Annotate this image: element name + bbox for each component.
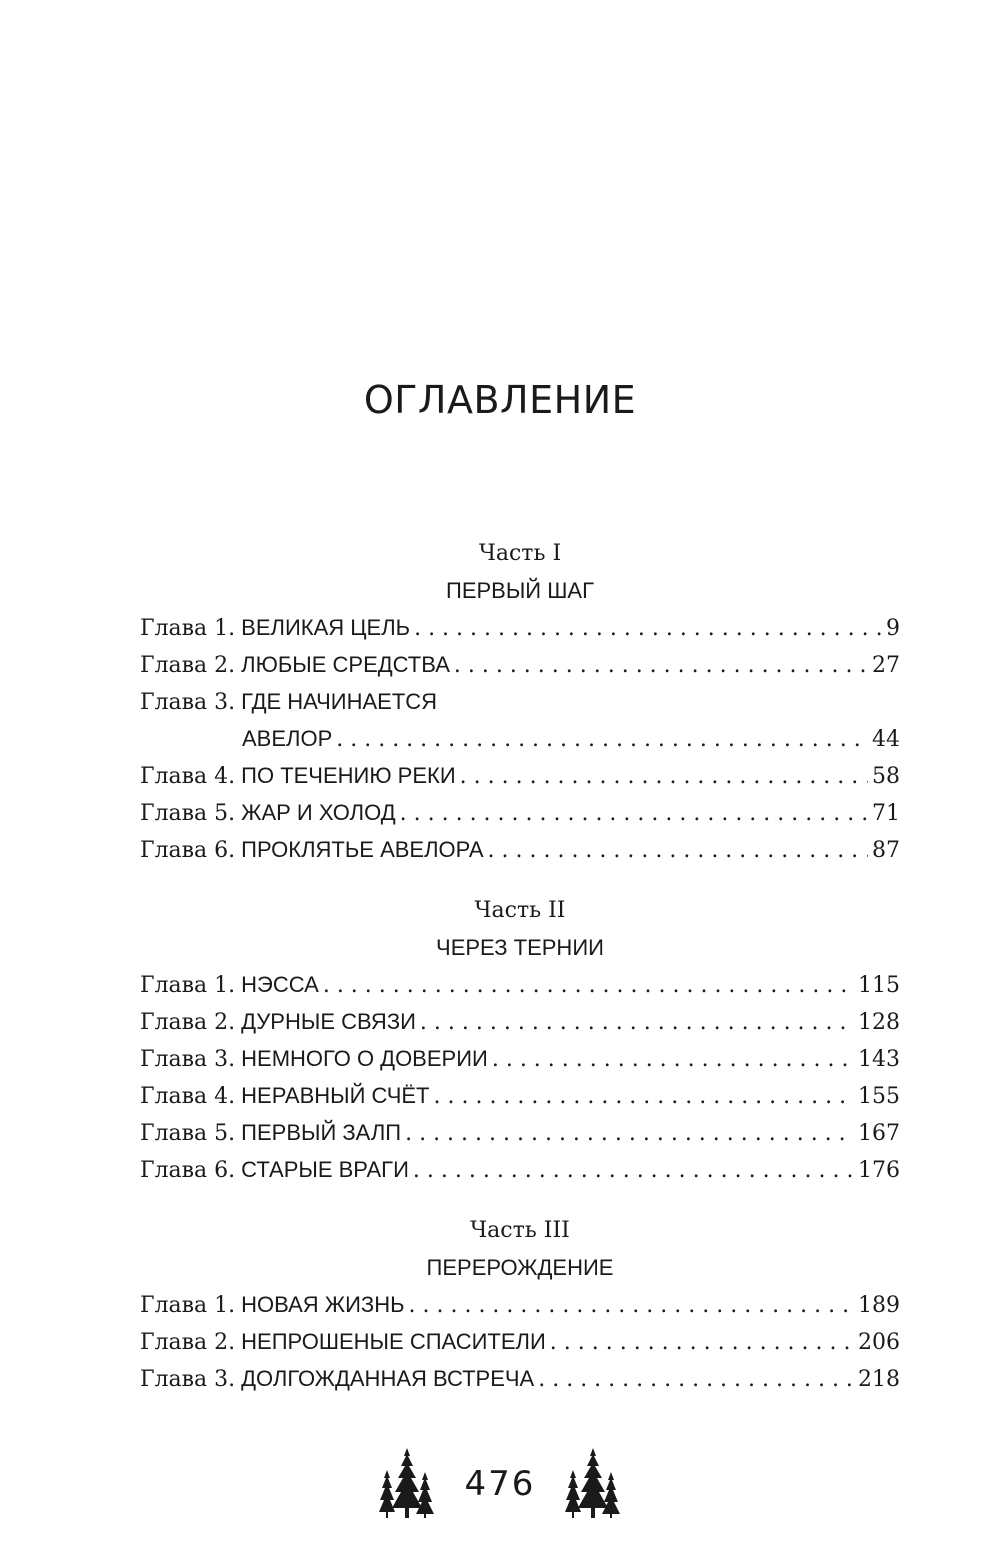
chapter-title: ПЕРВЫЙ ЗАЛП [241, 1120, 402, 1145]
fir-trees-icon [565, 1448, 621, 1520]
chapter-title: ЖАР И ХОЛОД [241, 800, 396, 825]
dot-leader [400, 795, 868, 832]
chapter-title: ПО ТЕЧЕНИЮ РЕКИ [241, 763, 456, 788]
chapter-page: 189 [858, 1293, 900, 1318]
chapter-page: 44 [872, 727, 900, 752]
part-label: Часть III [470, 1218, 570, 1243]
dot-leader [492, 1041, 854, 1078]
chapter-title: ДУРНЫЕ СВЯЗИ [241, 1009, 416, 1034]
fir-trees-icon [379, 1448, 435, 1520]
chapter-label: Глава 5. [140, 801, 236, 826]
dot-leader [336, 721, 868, 758]
chapter-title: НЕРАВНЫЙ СЧЁТ [241, 1083, 430, 1108]
toc-entry[interactable] [140, 609, 900, 646]
dot-leader [538, 1361, 854, 1398]
chapter-page: 71 [872, 801, 900, 826]
toc-entry[interactable] [140, 1323, 900, 1360]
toc-entry[interactable] [140, 646, 900, 683]
chapter-title: ГДЕ НАЧИНАЕТСЯ [241, 689, 438, 714]
chapter-page: 218 [858, 1367, 900, 1392]
chapter-page: 87 [872, 838, 900, 863]
page-footer [0, 1448, 1000, 1520]
chapter-title: ПРОКЛЯТЬЕ АВЕЛОРА [241, 837, 484, 862]
chapter-title: НЕПРОШЕНЫЕ СПАСИТЕЛИ [241, 1329, 546, 1354]
toc-entry[interactable] [140, 757, 900, 794]
table-of-contents [140, 535, 900, 1421]
part-title: ПЕРВЫЙ ШАГ [446, 578, 594, 603]
chapter-title: НЕМНОГО О ДОВЕРИИ [241, 1046, 488, 1071]
dot-leader [405, 1115, 854, 1152]
dot-leader [414, 610, 882, 647]
chapter-title: СТАРЫЕ ВРАГИ [241, 1157, 409, 1182]
chapter-label: Глава 2. [140, 1010, 236, 1035]
dot-leader [550, 1324, 854, 1361]
chapter-title: НЭССА [241, 972, 319, 997]
toc-entry[interactable] [140, 1003, 900, 1040]
part-3 [140, 1212, 900, 1397]
chapter-label: Глава 1. [140, 1293, 236, 1318]
part-label: Часть II [474, 898, 566, 923]
chapter-title-continuation: АВЕЛОР [242, 726, 333, 751]
dot-leader [454, 647, 868, 684]
chapter-page: 115 [858, 973, 900, 998]
chapter-page: 167 [858, 1121, 900, 1146]
toc-entry[interactable] [140, 966, 900, 1003]
toc-entry[interactable] [140, 1040, 900, 1077]
dot-leader [323, 967, 854, 1004]
toc-entry[interactable] [140, 1360, 900, 1397]
chapter-page: 27 [872, 653, 900, 678]
chapter-page: 206 [858, 1330, 900, 1355]
chapter-label: Глава 3. [140, 1367, 236, 1392]
chapter-label: Глава 5. [140, 1121, 236, 1146]
toc-entry[interactable] [140, 794, 900, 831]
chapter-label: Глава 4. [140, 764, 236, 789]
part-2 [140, 892, 900, 1188]
dot-leader [420, 1004, 854, 1041]
chapter-label: Глава 6. [140, 1158, 236, 1183]
chapter-label: Глава 6. [140, 838, 236, 863]
dot-leader [488, 832, 868, 869]
page-title: ОГЛАВЛЕНИЕ [363, 378, 637, 422]
dot-leader [460, 758, 868, 795]
chapter-page: 143 [858, 1047, 900, 1072]
chapter-title: ВЕЛИКАЯ ЦЕЛЬ [241, 615, 411, 640]
chapter-page: 155 [858, 1084, 900, 1109]
toc-entry[interactable] [140, 1151, 900, 1188]
chapter-label: Глава 1. [140, 616, 236, 641]
part-label: Часть I [478, 541, 562, 566]
chapter-title: ЛЮБЫЕ СРЕДСТВА [241, 652, 450, 677]
chapter-label: Глава 2. [140, 653, 236, 678]
chapter-page: 58 [872, 764, 900, 789]
toc-entry[interactable] [140, 831, 900, 868]
chapter-label: Глава 4. [140, 1084, 236, 1109]
part-1 [140, 535, 900, 868]
chapter-label: Глава 2. [140, 1330, 236, 1355]
toc-entry[interactable] [140, 1286, 900, 1323]
chapter-label: Глава 3. [140, 690, 236, 715]
dot-leader [409, 1287, 854, 1324]
chapter-page: 128 [858, 1010, 900, 1035]
part-title: ПЕРЕРОЖДЕНИЕ [426, 1255, 614, 1280]
toc-entry[interactable] [140, 1077, 900, 1114]
chapter-page: 176 [858, 1158, 900, 1183]
chapter-title: НОВАЯ ЖИЗНЬ [241, 1292, 405, 1317]
chapter-label: Глава 3. [140, 1047, 236, 1072]
chapter-title: ДОЛГОЖДАННАЯ ВСТРЕЧА [241, 1366, 535, 1391]
chapter-page: 9 [886, 616, 900, 641]
dot-leader [434, 1078, 855, 1115]
toc-entry-continuation[interactable] [140, 720, 900, 757]
page-number: 476 [464, 1464, 536, 1504]
dot-leader [413, 1152, 854, 1189]
part-title: ЧЕРЕЗ ТЕРНИИ [436, 935, 604, 960]
toc-entry[interactable] [140, 1114, 900, 1151]
chapter-label: Глава 1. [140, 973, 236, 998]
toc-entry[interactable] [140, 683, 900, 720]
